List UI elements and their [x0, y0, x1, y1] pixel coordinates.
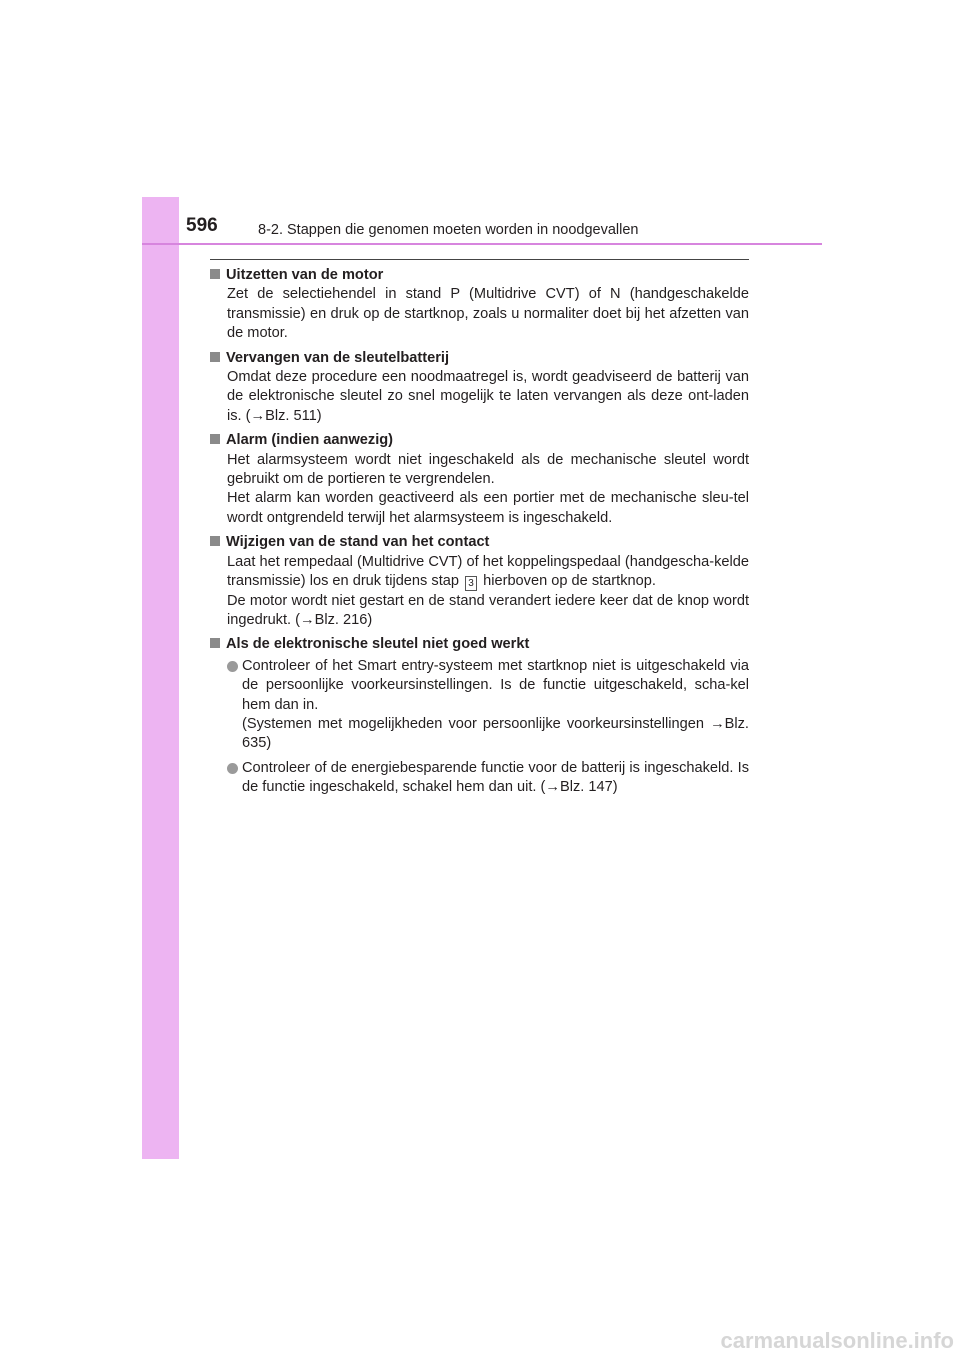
section-heading-text: Als de elektronische sleutel niet goed werkt	[226, 636, 530, 653]
section-ignition-mode	[210, 533, 749, 630]
list-item-text	[242, 759, 749, 798]
square-bullet-icon	[210, 434, 220, 444]
section-key-battery	[210, 349, 749, 427]
paragraph: De motor wordt niet gestart en de stand verandert iedere keer dat de knop wordt ingedrukt. (→Blz. 216)	[227, 592, 749, 628]
section-body	[227, 368, 749, 426]
page-number: 596	[186, 215, 218, 236]
section-heading	[210, 431, 749, 450]
paragraph: Het alarm kan worden geactiveerd als een portier met de mechanische sleu-tel wordt ontgrendeld terwijl het alarmsysteem is ingeschakeld.	[227, 490, 749, 526]
section-alarm	[210, 431, 749, 528]
section-key-malfunction	[210, 635, 749, 797]
paragraph-text: hierboven op de startknop.	[483, 573, 656, 590]
section-heading-text: Alarm (indien aanwezig)	[226, 432, 394, 449]
paragraph: Omdat deze procedure een noodmaatregel is, wordt geadviseerd de batterij van de elektronische sleutel zo snel mogelijk te laten vervangen als deze ont-laden is. (→Blz. 511)	[227, 369, 749, 424]
watermark-link[interactable]: carmanualsonline.info	[720, 1328, 954, 1353]
paragraph: Het alarmsysteem wordt niet ingeschakeld als de mechanische sleutel wordt gebruikt om de portieren te vergrendelen.	[227, 451, 749, 488]
list-item	[227, 759, 749, 798]
list-item-text	[242, 657, 749, 754]
list-item	[227, 657, 749, 754]
section-heading-text: Wijzigen van de stand van het contact	[226, 534, 490, 551]
section-title: 8-2. Stappen die genomen moeten worden in noodgevallen	[258, 222, 639, 238]
square-bullet-icon	[210, 352, 220, 362]
section-heading	[210, 349, 749, 368]
paragraph-text: Laat het rempedaal (Multidrive CVT) of het koppelingspedaal (handgescha-kelde transmissie) los en druk tijdens stap	[227, 553, 749, 590]
section-body	[227, 553, 749, 631]
square-bullet-icon	[210, 269, 220, 279]
square-bullet-icon	[210, 536, 220, 546]
paragraph: Controleer of het Smart entry-systeem met startknop niet is uitgeschakeld via de persoonlijke voorkeursinstellingen. Is de functie uitgeschakeld, scha-kel hem dan in.	[242, 657, 749, 713]
section-heading-text: Vervangen van de sleutelbatterij	[226, 349, 450, 366]
page-content	[210, 266, 749, 803]
paragraph: (Systemen met mogelijkheden voor persoonlijke voorkeursinstellingen →Blz. 635)	[242, 715, 749, 752]
section-body	[227, 451, 749, 529]
paragraph: Zet de selectiehendel in stand P (Multidrive CVT) of N (handgeschakelde transmissie) en druk op de startknop, zoals u normaliter doet bij het afzetten van de motor.	[227, 286, 749, 342]
paragraph	[227, 553, 749, 592]
page-header	[142, 197, 822, 245]
step-number-box: 3	[465, 576, 477, 591]
section-engine-off	[210, 266, 749, 344]
section-heading	[210, 635, 749, 654]
circle-bullet-icon	[227, 763, 238, 774]
paragraph: Controleer of de energiebesparende functie voor de batterij is ingeschakeld. Is de functie ingeschakeld, schakel hem dan uit. (→Blz. 147)	[242, 759, 749, 796]
header-divider	[142, 243, 822, 245]
section-heading	[210, 533, 749, 552]
side-color-band	[142, 197, 179, 1159]
section-body	[227, 285, 749, 343]
circle-bullet-icon	[227, 661, 238, 672]
content-divider	[210, 259, 749, 260]
section-heading	[210, 266, 749, 285]
section-heading-text: Uitzetten van de motor	[226, 267, 384, 283]
square-bullet-icon	[210, 638, 220, 648]
